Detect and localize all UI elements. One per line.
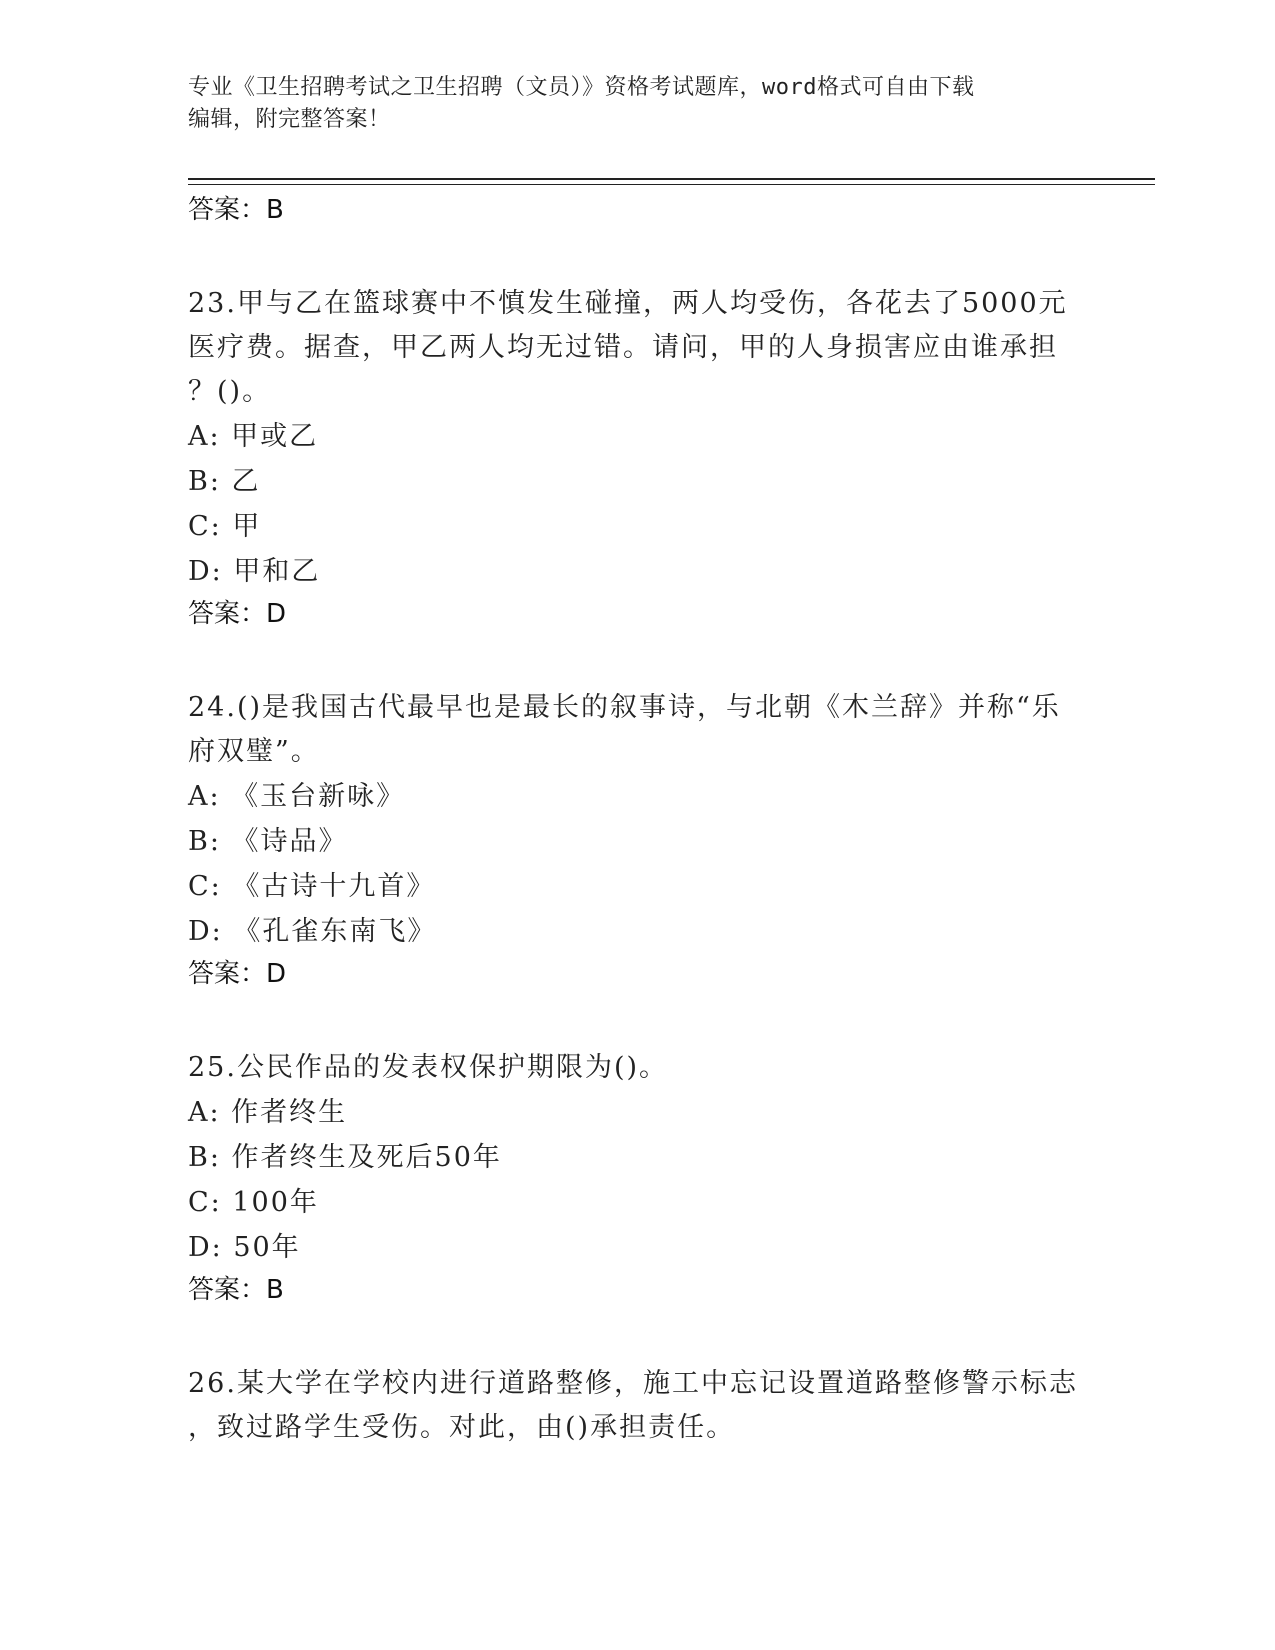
question-text-line: 24.()是我国古代最早也是最长的叙事诗，与北朝《木兰辞》并称“乐 xyxy=(188,692,1061,723)
question-24 xyxy=(188,686,1088,994)
option-a: A: 《玉台新咏》 xyxy=(188,781,406,812)
question-26 xyxy=(188,1362,1088,1450)
header-divider-thin xyxy=(188,184,1155,185)
question-23 xyxy=(188,282,1088,634)
option-c: C: 100年 xyxy=(188,1187,319,1218)
answer: 答案：B xyxy=(188,1275,284,1305)
question-text-line: 医疗费。据查，甲乙两人均无过错。请问，甲的人身损害应由谁承担 xyxy=(188,332,1058,363)
option-b: B: 《诗品》 xyxy=(188,826,348,857)
question-text-line: 23.甲与乙在篮球赛中不慎发生碰撞，两人均受伤，各花去了5000元 xyxy=(188,288,1068,319)
previous-answer: 答案：B xyxy=(188,195,284,225)
question-text-line: ？()。 xyxy=(188,376,272,407)
header-line-2: 编辑，附完整答案！ xyxy=(188,107,391,132)
option-d: D: 《孔雀东南飞》 xyxy=(188,916,437,947)
question-text-line: 26.某大学在学校内进行道路整修，施工中忘记设置道路整修警示标志 xyxy=(188,1368,1078,1399)
header-divider-thick xyxy=(188,178,1155,180)
question-text-line: 府双璧”。 xyxy=(188,736,320,767)
option-a: A: 作者终生 xyxy=(188,1097,348,1128)
document-header xyxy=(188,72,1068,136)
question-text-line: ，致过路学生受伤。对此，由()承担责任。 xyxy=(188,1412,736,1443)
question-text-line: 25.公民作品的发表权保护期限为()。 xyxy=(188,1052,669,1083)
option-d: D: 50年 xyxy=(188,1232,301,1263)
option-b: B: 乙 xyxy=(188,466,261,497)
option-b: B: 作者终生及死后50年 xyxy=(188,1142,502,1173)
option-d: D: 甲和乙 xyxy=(188,556,321,587)
option-c: C: 甲 xyxy=(188,511,262,542)
question-list xyxy=(188,190,1088,1450)
answer: 答案：D xyxy=(188,599,287,629)
option-c: C: 《古诗十九首》 xyxy=(188,871,436,902)
question-25 xyxy=(188,1046,1088,1310)
answer: 答案：D xyxy=(188,959,287,989)
option-a: A: 甲或乙 xyxy=(188,421,319,452)
header-line-1: 专业《卫生招聘考试之卫生招聘（文员）》资格考试题库，word格式可自由下载 xyxy=(188,75,975,100)
